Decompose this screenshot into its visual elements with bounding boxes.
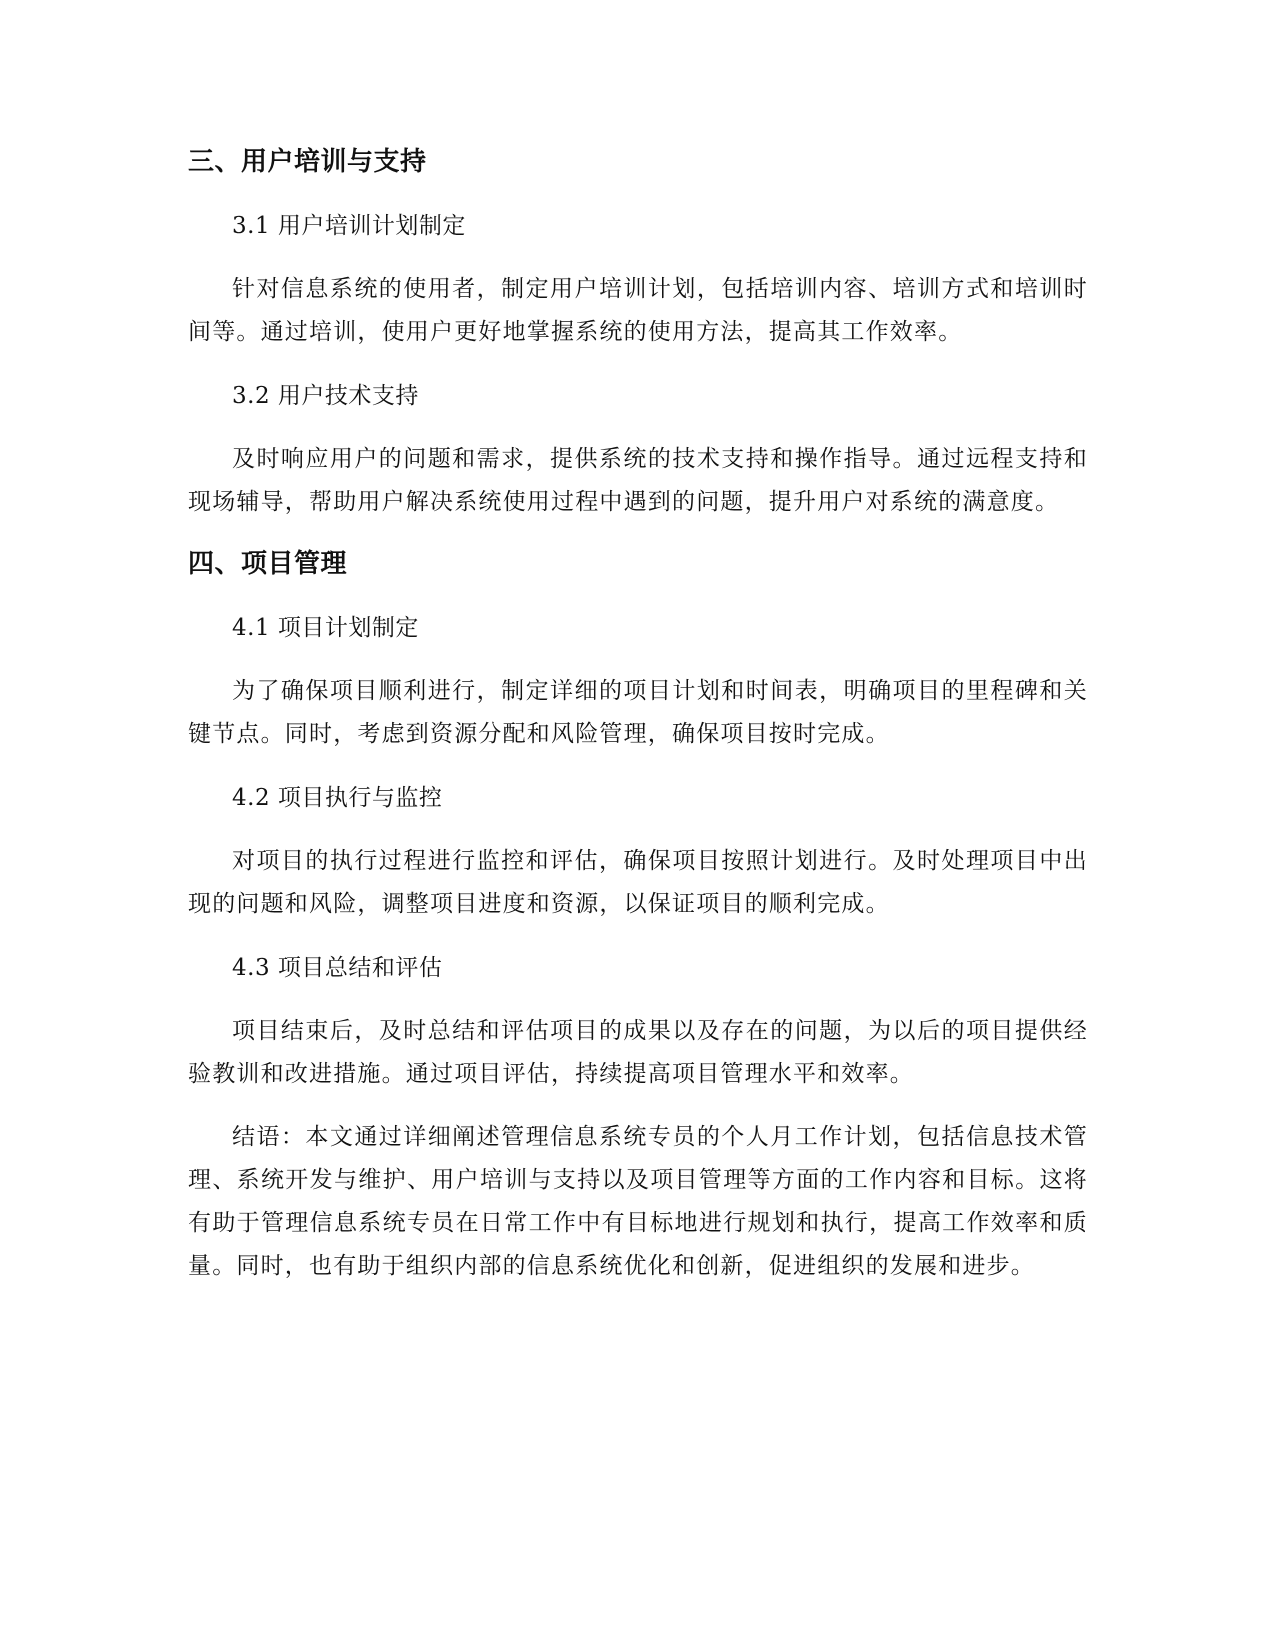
subsection-title-3-2: 3.2 用户技术支持: [232, 383, 419, 409]
section-heading-user-training: 三、用户培训与支持: [188, 147, 427, 177]
paragraph-3-2: 及时响应用户的问题和需求，提供系统的技术支持和操作指导。通过远程支持和现场辅导，帮助用户解决系统使用过程中遇到的问题，提升用户对系统的满意度。: [188, 446, 1088, 515]
conclusion-paragraph: 结语：本文通过详细阐述管理信息系统专员的个人月工作计划，包括信息技术管理、系统开发与维护、用户培训与支持以及项目管理等方面的工作内容和目标。这将有助于管理信息系统专员在日常工作中有目标地进行规划和执行，提高工作效率和质量。同时，也有助于组织内部的信息系统优化和创新，促进组织的发展和进步。: [188, 1124, 1088, 1279]
subsection-title-4-2: 4.2 项目执行与监控: [232, 785, 443, 811]
section-heading-project-management: 四、项目管理: [188, 549, 348, 579]
subsection-title-4-3: 4.3 项目总结和评估: [232, 955, 443, 981]
subsection-title-3-1: 3.1 用户培训计划制定: [232, 213, 466, 239]
paragraph-4-3: 项目结束后，及时总结和评估项目的成果以及存在的问题，为以后的项目提供经验教训和改进措施。通过项目评估，持续提高项目管理水平和效率。: [188, 1018, 1088, 1087]
subsection-title-4-1: 4.1 项目计划制定: [232, 615, 419, 641]
paragraph-3-1: 针对信息系统的使用者，制定用户培训计划，包括培训内容、培训方式和培训时间等。通过培训，使用户更好地掌握系统的使用方法，提高其工作效率。: [188, 276, 1088, 345]
paragraph-4-2: 对项目的执行过程进行监控和评估，确保项目按照计划进行。及时处理项目中出现的问题和风险，调整项目进度和资源，以保证项目的顺利完成。: [188, 848, 1088, 917]
paragraph-4-1: 为了确保项目顺利进行，制定详细的项目计划和时间表，明确项目的里程碑和关键节点。同时，考虑到资源分配和风险管理，确保项目按时完成。: [188, 678, 1088, 747]
document-body: [188, 142, 1088, 1308]
